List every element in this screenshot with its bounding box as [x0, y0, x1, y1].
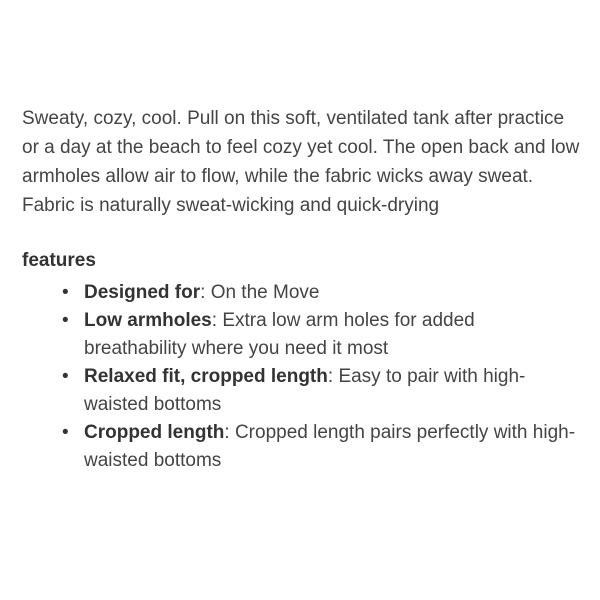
feature-item-cropped-length [62, 419, 582, 475]
feature-separator: : [211, 310, 223, 331]
bullet-dot-icon: • [62, 422, 69, 443]
product-description [22, 104, 582, 475]
bullet-dot-icon: • [62, 366, 69, 387]
description-paragraph: Sweaty, cozy, cool. Pull on this soft, ventilated tank after practice or a day at the beach to feel cozy yet cool. The open back and low armholes allow air to flow, while the fabric wicks away sweat. [22, 108, 580, 187]
feature-name: Designed for [84, 282, 201, 303]
feature-separator: : [200, 282, 211, 303]
feature-list [22, 279, 582, 475]
features-heading: features [22, 250, 96, 271]
feature-separator: : [224, 422, 235, 443]
description-block [22, 104, 582, 220]
feature-text: Easy to pair with high-waisted bottoms [84, 366, 526, 415]
feature-item-relaxed-fit [62, 363, 582, 419]
bullet-dot-icon: • [62, 310, 69, 331]
bullet-dot-icon: • [62, 282, 69, 303]
feature-item-designed-for [62, 279, 582, 307]
feature-name: Low armholes [84, 310, 212, 331]
feature-text: On the Move [210, 282, 320, 303]
feature-item-low-armholes [62, 307, 582, 363]
feature-name: Cropped length [84, 422, 225, 443]
fabric-note: Fabric is naturally sweat-wicking and quick-drying [22, 195, 440, 216]
feature-name: Relaxed fit, cropped length [84, 366, 328, 387]
feature-separator: : [327, 366, 339, 387]
feature-text: Cropped length pairs perfectly with high-waisted bottoms [84, 422, 576, 471]
feature-text: Extra low arm holes for added breathability where you need it most [84, 310, 475, 359]
